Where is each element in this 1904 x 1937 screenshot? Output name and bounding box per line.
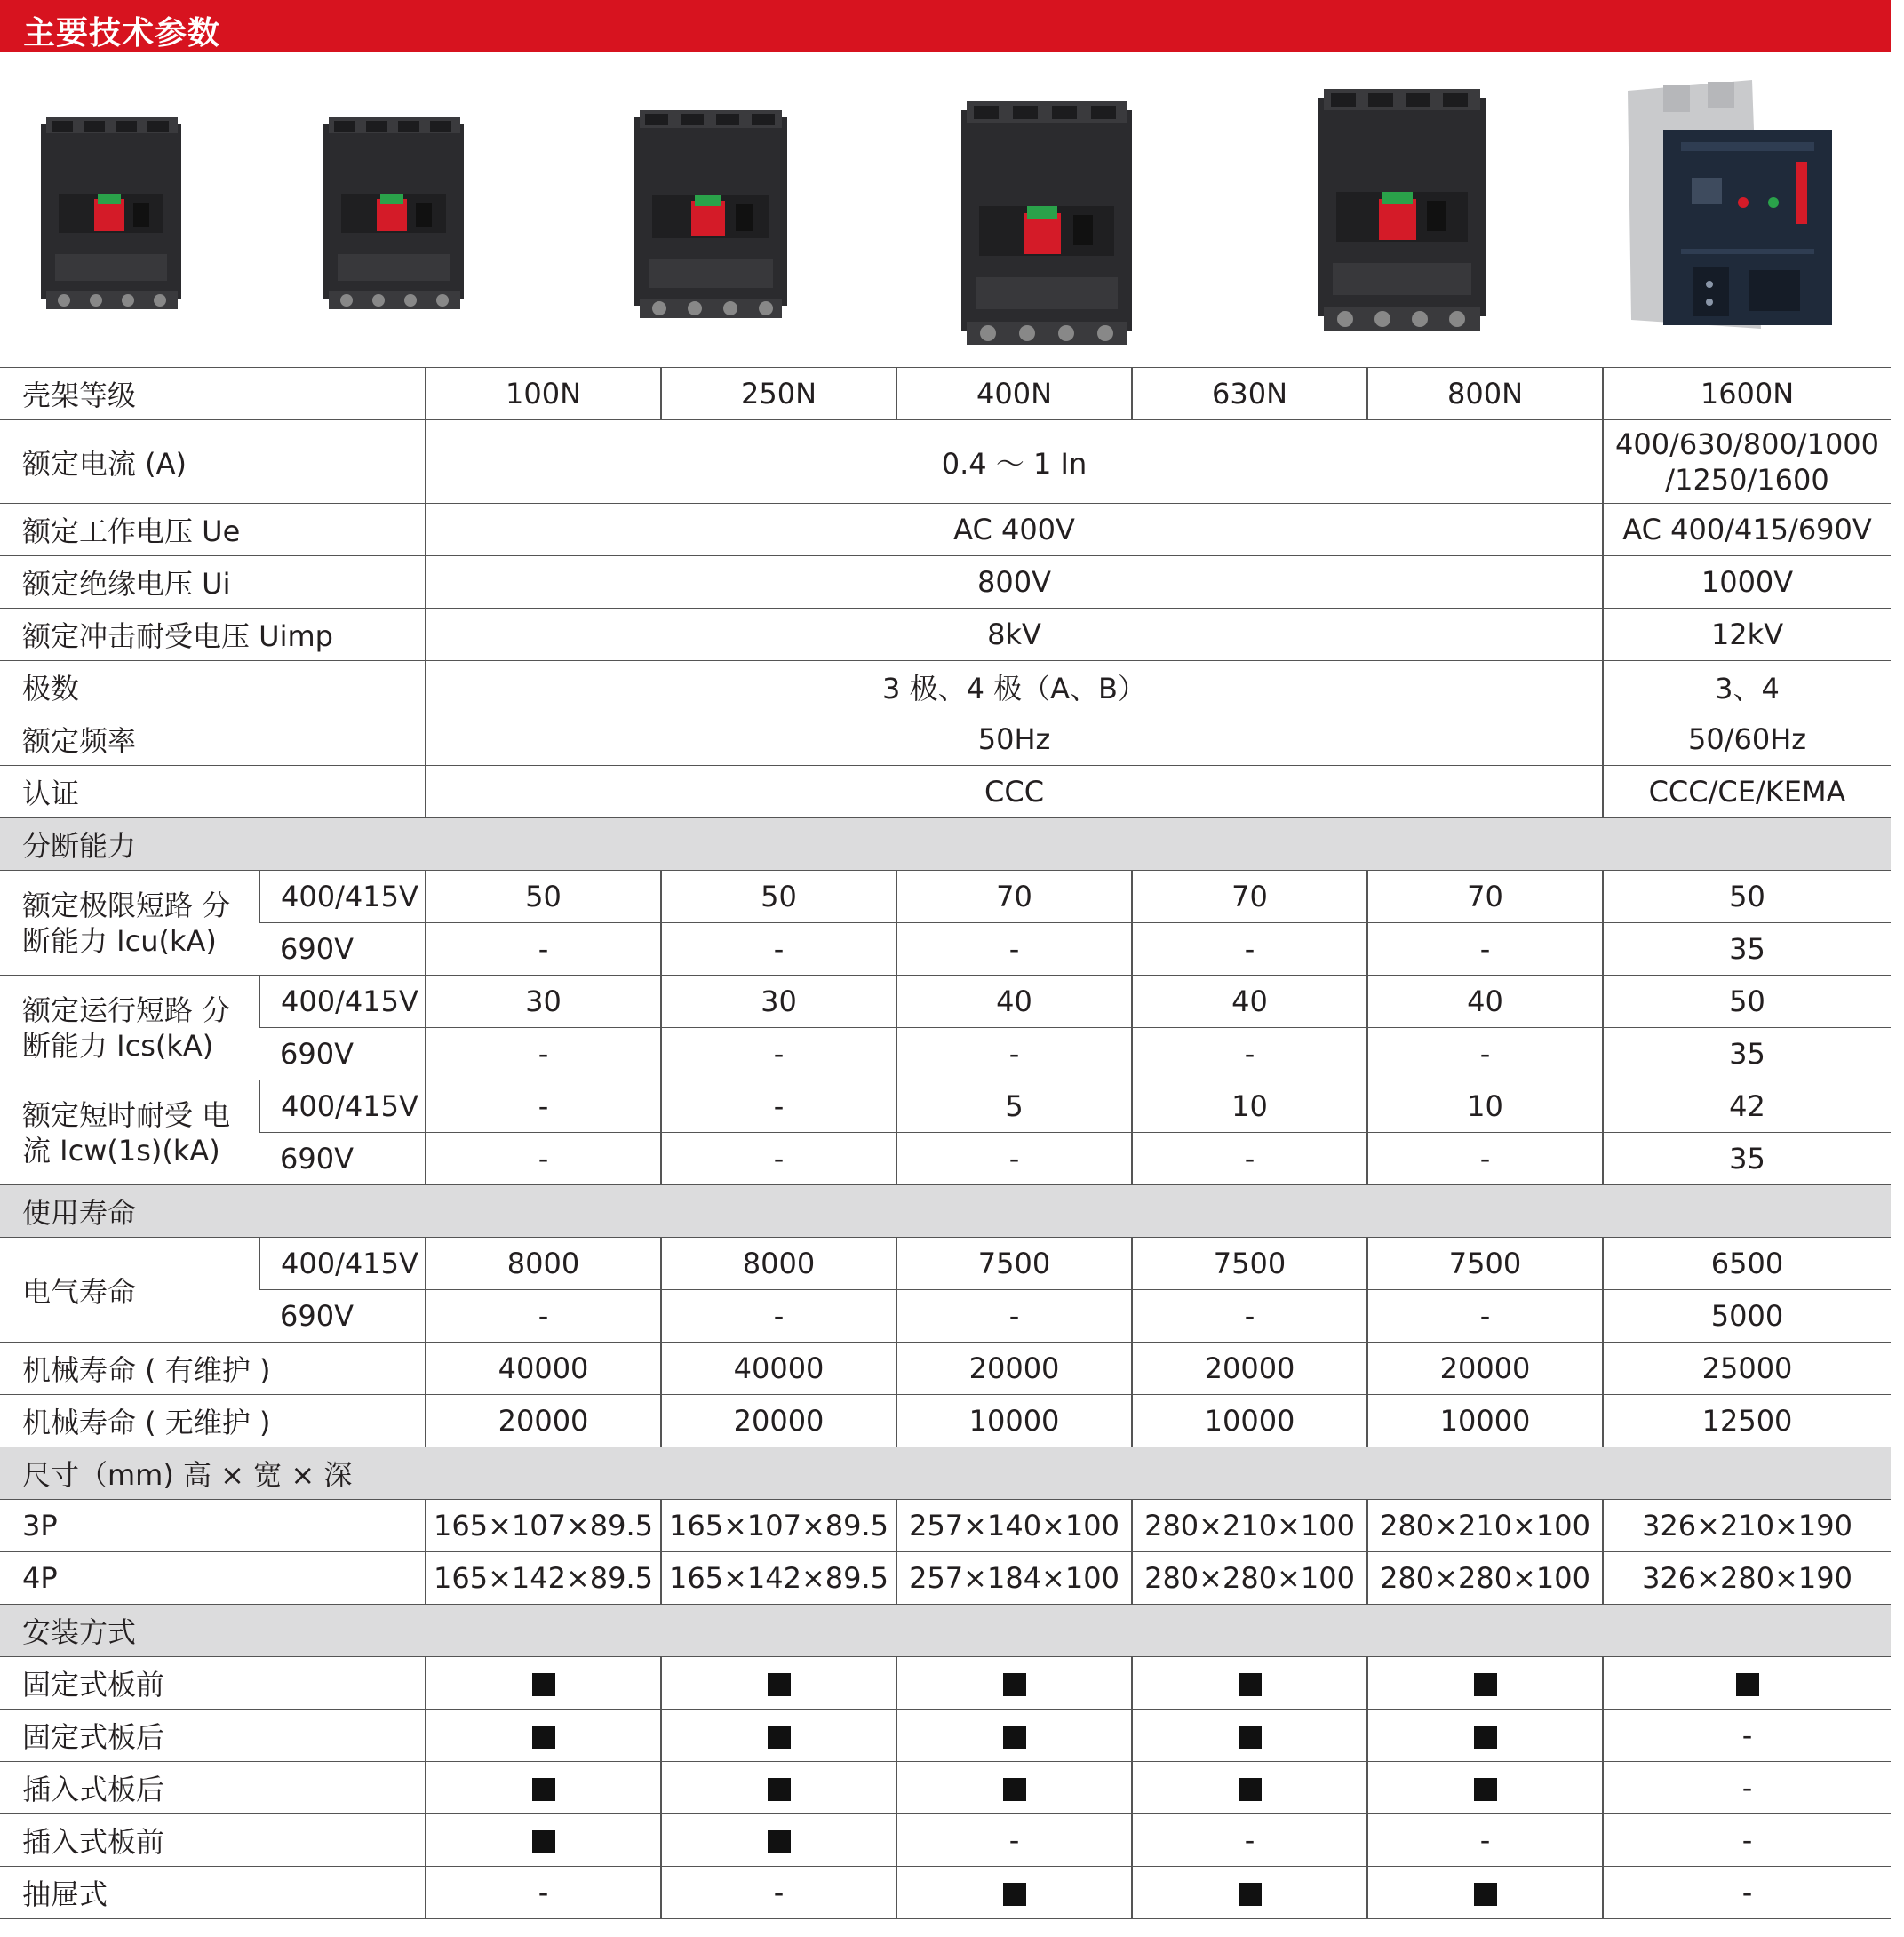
value-cell: 40000: [426, 1343, 661, 1395]
value-cell: 326×210×190: [1603, 1500, 1891, 1552]
value-cell: 35: [1603, 1028, 1891, 1080]
mark-cell: [1367, 1867, 1603, 1919]
value-cell: 8kV: [426, 609, 1603, 661]
row-label: 插入式板后: [0, 1762, 426, 1814]
value-cell: 70: [1132, 871, 1367, 923]
value-cell: 10000: [1367, 1395, 1603, 1447]
value-cell: 10: [1367, 1080, 1603, 1133]
mark-cell: [896, 1762, 1132, 1814]
supported-mark-icon: [1736, 1673, 1759, 1696]
mark-cell: -: [1603, 1710, 1891, 1762]
mark-cell: -: [1603, 1867, 1891, 1919]
value-cell: 10000: [896, 1395, 1132, 1447]
value-cell: 50: [1603, 976, 1891, 1028]
section-row-life: [0, 1185, 1891, 1238]
voltage-label: 690V: [259, 1028, 426, 1080]
value-cell: 40000: [661, 1343, 896, 1395]
mark-cell: -: [1603, 1762, 1891, 1814]
supported-mark-icon: [768, 1778, 791, 1801]
supported-mark-icon: [768, 1830, 791, 1853]
frame-cell: 630N: [1132, 368, 1367, 420]
value-cell: -: [1132, 923, 1367, 976]
section-heading: 安装方式: [0, 1605, 1891, 1657]
section-row-dimensions: [0, 1447, 1891, 1500]
supported-mark-icon: [532, 1830, 555, 1853]
value-cell: AC 400/415/690V: [1603, 504, 1891, 556]
poles-row: [0, 661, 1891, 713]
uimp-row: [0, 609, 1891, 661]
row-label: 额定短时耐受 电流 Icw(1s)(kA): [0, 1080, 259, 1185]
dims-3p-row: [0, 1500, 1891, 1552]
value-cell: 7500: [896, 1238, 1132, 1290]
value-cell: CCC: [426, 766, 1603, 818]
ui-row: [0, 556, 1891, 609]
supported-mark-icon: [1474, 1673, 1497, 1696]
voltage-label: 400/415V: [259, 1238, 426, 1290]
value-cell: 10000: [1132, 1395, 1367, 1447]
mark-cell: [661, 1814, 896, 1867]
frame-cell: 100N: [426, 368, 661, 420]
ics-400-row: [0, 976, 1891, 1028]
row-label: 机械寿命 ( 有维护 ): [0, 1343, 426, 1395]
voltage-label: 400/415V: [259, 871, 426, 923]
value-cell: 280×280×100: [1367, 1552, 1603, 1605]
mark-cell: [426, 1814, 661, 1867]
mark-cell: [1367, 1762, 1603, 1814]
value-cell: 20000: [426, 1395, 661, 1447]
mark-cell: -: [1603, 1814, 1891, 1867]
mark-cell: [896, 1657, 1132, 1710]
value-cell: 5: [896, 1080, 1132, 1133]
mount-row: [0, 1710, 1891, 1762]
mark-cell: -: [426, 1867, 661, 1919]
value-cell: AC 400V: [426, 504, 1603, 556]
ics-690-row: [0, 1028, 1891, 1080]
mark-cell: [1367, 1657, 1603, 1710]
value-cell: 12kV: [1603, 609, 1891, 661]
frame-cell: 250N: [661, 368, 896, 420]
value-cell: 10: [1132, 1080, 1367, 1133]
supported-mark-icon: [1474, 1726, 1497, 1749]
value-cell: 165×142×89.5: [661, 1552, 896, 1605]
row-label: 额定极限短路 分断能力 Icu(kA): [0, 871, 259, 976]
voltage-label: 400/415V: [259, 976, 426, 1028]
section-heading: 分断能力: [0, 818, 1891, 871]
value-cell: 70: [896, 871, 1132, 923]
mark-cell: [661, 1762, 896, 1814]
value-cell: 40: [1132, 976, 1367, 1028]
supported-mark-icon: [1003, 1883, 1026, 1906]
value-cell: -: [661, 1028, 896, 1080]
mark-cell: [1367, 1710, 1603, 1762]
mark-cell: [426, 1657, 661, 1710]
section-header-bar: [0, 0, 1891, 52]
frame-cell: 400N: [896, 368, 1132, 420]
mark-cell: [896, 1710, 1132, 1762]
row-label: 插入式板前: [0, 1814, 426, 1867]
row-label: 机械寿命 ( 无维护 ): [0, 1395, 426, 1447]
mark-cell: [661, 1657, 896, 1710]
value-cell: 30: [661, 976, 896, 1028]
value-cell: 6500: [1603, 1238, 1891, 1290]
value-cell: 50: [426, 871, 661, 923]
value-cell: 7500: [1367, 1238, 1603, 1290]
frequency-row: [0, 713, 1891, 766]
row-label: 额定工作电压 Ue: [0, 504, 426, 556]
mount-row: [0, 1814, 1891, 1867]
row-label: 固定式板后: [0, 1710, 426, 1762]
section-heading: 使用寿命: [0, 1185, 1891, 1238]
value-cell: 8000: [661, 1238, 896, 1290]
value-cell: 35: [1603, 923, 1891, 976]
value-cell: -: [426, 1028, 661, 1080]
value-cell: 3、4: [1603, 661, 1891, 713]
value-cell: 165×107×89.5: [426, 1500, 661, 1552]
supported-mark-icon: [532, 1726, 555, 1749]
frame-cell: 800N: [1367, 368, 1603, 420]
icu-400-row: [0, 871, 1891, 923]
value-cell: -: [1367, 1133, 1603, 1185]
value-cell: 12500: [1603, 1395, 1891, 1447]
value-cell: 42: [1603, 1080, 1891, 1133]
breaker-1600N-photo: [1628, 80, 1841, 338]
value-cell: 20000: [1367, 1343, 1603, 1395]
value-cell: 326×280×190: [1603, 1552, 1891, 1605]
row-label: 固定式板前: [0, 1657, 426, 1710]
value-cell: -: [1367, 1028, 1603, 1080]
row-label: 认证: [0, 766, 426, 818]
mount-row: [0, 1657, 1891, 1710]
value-cell: -: [661, 1290, 896, 1343]
value-cell: 165×107×89.5: [661, 1500, 896, 1552]
mark-cell: [1132, 1762, 1367, 1814]
value-cell: 20000: [1132, 1343, 1367, 1395]
frame-cell: 1600N: [1603, 368, 1891, 420]
supported-mark-icon: [1239, 1673, 1262, 1696]
value-cell: 257×184×100: [896, 1552, 1132, 1605]
supported-mark-icon: [1239, 1778, 1262, 1801]
mark-cell: -: [1132, 1814, 1367, 1867]
value-cell: 7500: [1132, 1238, 1367, 1290]
value-cell: 25000: [1603, 1343, 1891, 1395]
value-cell: 257×140×100: [896, 1500, 1132, 1552]
breaker-400N-photo: [622, 110, 800, 323]
mech-life-maint-row: [0, 1343, 1891, 1395]
value-cell: -: [1132, 1133, 1367, 1185]
value-cell: 40: [896, 976, 1132, 1028]
row-label: 额定频率: [0, 713, 426, 766]
section-row-mounting: [0, 1605, 1891, 1657]
certification-row: [0, 766, 1891, 818]
value-cell: 3 极、4 极（A、B）: [426, 661, 1603, 713]
supported-mark-icon: [768, 1726, 791, 1749]
voltage-label: 690V: [259, 923, 426, 976]
section-row-breaking: [0, 818, 1891, 871]
voltage-label: 400/415V: [259, 1080, 426, 1133]
icw-400-row: [0, 1080, 1891, 1133]
supported-mark-icon: [532, 1778, 555, 1801]
supported-mark-icon: [1239, 1883, 1262, 1906]
value-cell: -: [896, 1133, 1132, 1185]
row-label: 抽屉式: [0, 1867, 426, 1919]
value-cell: 20000: [661, 1395, 896, 1447]
section-title: 主要技术参数: [23, 15, 221, 52]
value-cell: -: [896, 1028, 1132, 1080]
value-cell: 280×210×100: [1367, 1500, 1603, 1552]
icu-690-row: [0, 923, 1891, 976]
value-cell: 280×280×100: [1132, 1552, 1367, 1605]
mount-row: [0, 1762, 1891, 1814]
section-heading: 尺寸（mm) 高 × 宽 × 深: [0, 1447, 1891, 1500]
dims-4p-row: [0, 1552, 1891, 1605]
electrical-life-690-row: [0, 1290, 1891, 1343]
value-cell: -: [426, 923, 661, 976]
voltage-label: 690V: [259, 1290, 426, 1343]
rated-current-row: [0, 420, 1891, 504]
row-label: 额定运行短路 分断能力 Ics(kA): [0, 976, 259, 1080]
value-cell: -: [896, 923, 1132, 976]
row-label: 4P: [0, 1552, 426, 1605]
supported-mark-icon: [1474, 1778, 1497, 1801]
value-cell: 8000: [426, 1238, 661, 1290]
supported-mark-icon: [1239, 1726, 1262, 1749]
value-cell: 30: [426, 976, 661, 1028]
value-cell: 35: [1603, 1133, 1891, 1185]
value-cell: 165×142×89.5: [426, 1552, 661, 1605]
mark-cell: [1132, 1867, 1367, 1919]
row-label: 电气寿命: [0, 1238, 259, 1343]
value-cell: 40: [1367, 976, 1603, 1028]
value-cell: 50Hz: [426, 713, 1603, 766]
mark-cell: -: [1367, 1814, 1603, 1867]
breaker-630N-photo: [949, 101, 1144, 350]
breaker-800N-photo: [1306, 89, 1498, 336]
value-cell: 0.4 ～ 1 In: [426, 420, 1603, 504]
ue-row: [0, 504, 1891, 556]
supported-mark-icon: [768, 1673, 791, 1696]
row-label: 额定绝缘电压 Ui: [0, 556, 426, 609]
value-cell: -: [1367, 1290, 1603, 1343]
supported-mark-icon: [1003, 1778, 1026, 1801]
supported-mark-icon: [1003, 1673, 1026, 1696]
value-cell: 800V: [426, 556, 1603, 609]
row-label: 额定冲击耐受电压 Uimp: [0, 609, 426, 661]
electrical-life-400-row: [0, 1238, 1891, 1290]
mark-cell: [1132, 1710, 1367, 1762]
row-label: 额定电流 (A): [0, 420, 426, 504]
value-cell: -: [661, 1133, 896, 1185]
supported-mark-icon: [1474, 1883, 1497, 1906]
supported-mark-icon: [532, 1673, 555, 1696]
mark-cell: -: [896, 1814, 1132, 1867]
value-cell: -: [1132, 1028, 1367, 1080]
row-label: 壳架等级: [0, 368, 426, 420]
breaker-100N-photo: [28, 117, 197, 315]
spec-table: [0, 367, 1891, 1919]
value-cell: 50: [661, 871, 896, 923]
mark-cell: [426, 1710, 661, 1762]
value-cell: 400/630/800/1000 /1250/1600: [1603, 420, 1891, 504]
value-cell: -: [1132, 1290, 1367, 1343]
value-cell: 70: [1367, 871, 1603, 923]
mark-cell: [661, 1710, 896, 1762]
frame-row: [0, 368, 1891, 420]
value-cell: 5000: [1603, 1290, 1891, 1343]
value-cell: -: [1367, 923, 1603, 976]
mark-cell: [896, 1867, 1132, 1919]
mech-life-nomaint-row: [0, 1395, 1891, 1447]
value-cell: CCC/CE/KEMA: [1603, 766, 1891, 818]
voltage-label: 690V: [259, 1133, 426, 1185]
icw-690-row: [0, 1133, 1891, 1185]
mark-cell: -: [661, 1867, 896, 1919]
supported-mark-icon: [1003, 1726, 1026, 1749]
product-photo-row: [0, 52, 1891, 367]
mark-cell: [426, 1762, 661, 1814]
value-cell: -: [426, 1080, 661, 1133]
mount-row: [0, 1867, 1891, 1919]
value-cell: 280×210×100: [1132, 1500, 1367, 1552]
value-cell: 1000V: [1603, 556, 1891, 609]
mark-cell: [1603, 1657, 1891, 1710]
value-cell: 20000: [896, 1343, 1132, 1395]
value-cell: -: [426, 1290, 661, 1343]
value-cell: -: [661, 1080, 896, 1133]
row-label: 3P: [0, 1500, 426, 1552]
value-cell: -: [426, 1133, 661, 1185]
breaker-250N-photo: [311, 117, 480, 315]
value-cell: -: [661, 923, 896, 976]
row-label: 极数: [0, 661, 426, 713]
value-cell: 50: [1603, 871, 1891, 923]
value-cell: 50/60Hz: [1603, 713, 1891, 766]
mark-cell: [1132, 1657, 1367, 1710]
value-cell: -: [896, 1290, 1132, 1343]
